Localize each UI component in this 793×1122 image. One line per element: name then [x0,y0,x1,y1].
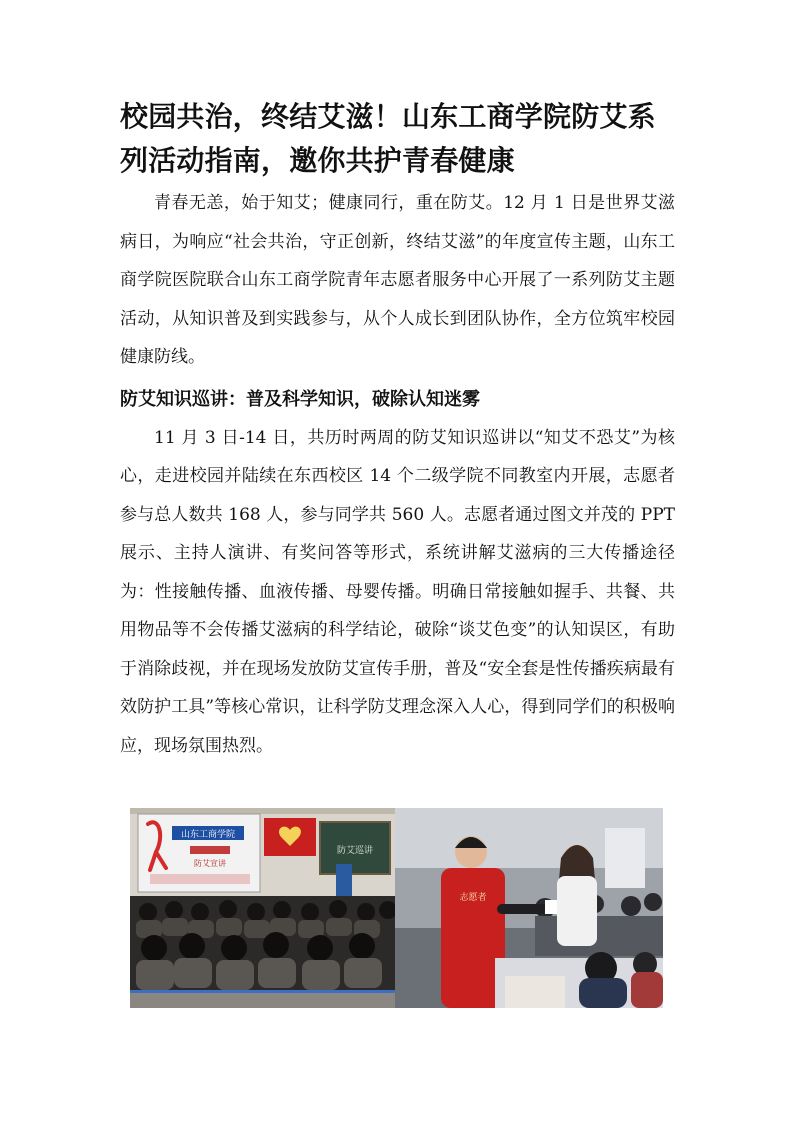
section-heading: 防艾知识巡讲：普及科学知识，破除认知迷雾 [120,388,480,410]
volunteers-photo [395,808,663,1008]
slide-title-text: 防艾宣讲 [194,859,226,868]
classroom-lecture-photo [130,808,395,1008]
slide-logo-text: 山东工商学院 [180,830,236,840]
section-body-paragraph: 11 月 3 日-14 日，共历时两周的防艾知识巡讲以“知艾不恐艾”为核心，走进校园并陆续在东西校区 14 个二级学院不同教室内开展，志愿者参与总人数共 168 人，参与同学共 560 人。志愿者通过图文并茂的 PPT 展示、主持人演讲、有奖问答等形式，系统讲解艾滋病的三大传播途径为：性接触传播、血液传播、母婴传播。明确日常接触如握手、共餐、共用物品等不会传播艾滋病的科学结论，破除“谈艾色变”的认知误区，有助于消除歧视，并在现场发放防艾宣传手册，普及“安全套是性传播疾病最有效防护工具”等核心常识，让科学防艾理念深入人心，得到同学们的积极响应，现场氛围热烈。 [120,427,675,756]
intro-paragraph: 青春无恙，始于知艾；健康同行，重在防艾。12 月 1 日是世界艾滋病日，为响应“社会共治，守正创新，终结艾滋”的年度宣传主题，山东工商学院医院联合山东工商学院青年志愿者服务中心开展了一系列防艾主题活动，从知识普及到实践参与，从个人成长到团队协作，全方位筑牢校园健康防线。 [120,193,675,367]
vest-text: 志愿者 [459,893,487,903]
chalkboard-text: 防艾巡讲 [336,846,374,856]
document-page [120,95,675,765]
article-title: 校园共治，终结艾滋！山东工商学院防艾系列活动指南，邀你共护青春健康 [120,100,656,177]
photo-strip [130,808,663,1008]
